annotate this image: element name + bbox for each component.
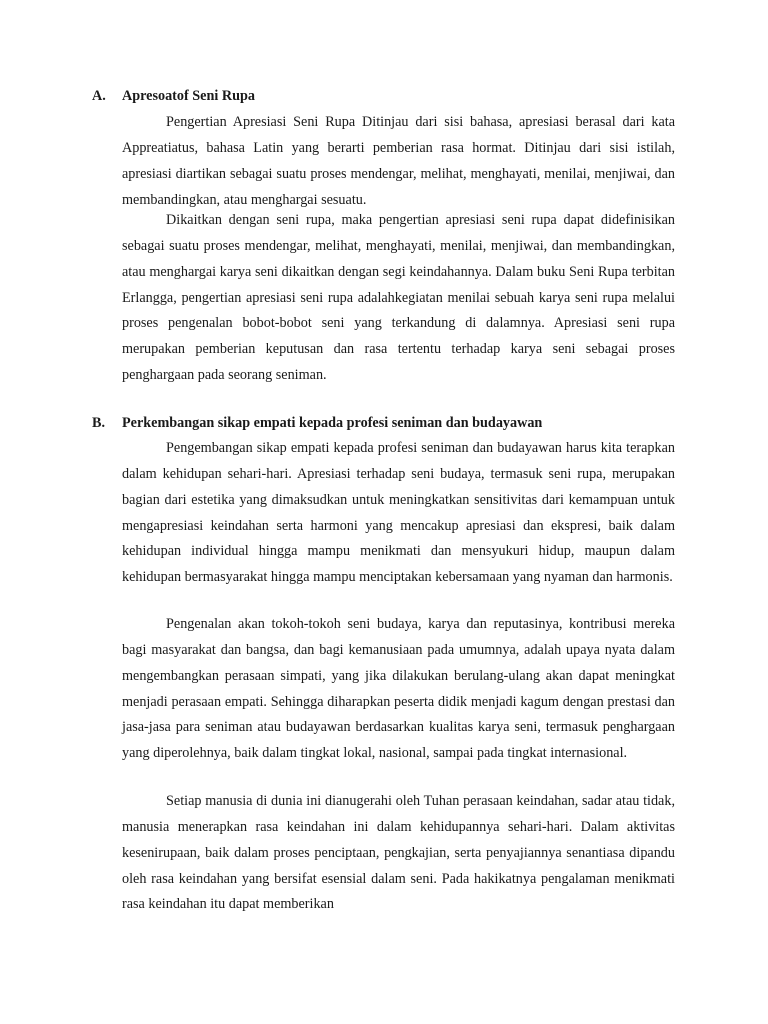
section-b-paragraph-1: Pengembangan sikap empati kepada profesi seniman dan budayawan harus kita terapkan dalam kehidupan sehari-hari. Apresiasi terhadap seni budaya, termasuk seni rupa, merupakan bagian dari estetika yang dimaksudkan untuk meningkatkan sensitivitas dari kemampuan untuk mengapresiasi keindahan serta harmoni yang mencakup apresiasi dan ekspresi, baik dalam kehidupan individual hingga mampu menikmati dan mensyukuri hidup, maupun dalam kehidupan bermasyarakat hingga mampu menciptakan kebersamaan yang nyaman dan harmonis. (122, 440, 675, 586)
section-a-letter: A. (92, 88, 106, 104)
section-a-title: Apresoatof Seni Rupa (122, 88, 255, 104)
section-a-paragraph-2: Dikaitkan dengan seni rupa, maka pengertian apresiasi seni rupa dapat didefinisikan sebagai suatu proses mendengar, melihat, menghayati, menilai, menjiwai, dan membandingkan, atau menghargai karya seni dikaitkan dengan segi keindahannya. Dalam buku Seni Rupa terbitan Erlangga, pengertian apresiasi seni rupa adalahkegiatan menilai sebuah karya seni rupa melalui proses pengenalan bobot-bobot seni yang terkandung di dalamnya. Apresiasi seni rupa merupakan pemberian keputusan dan rasa tertentu terhadap karya seni sebagai proses penghargaan pada seorang seniman. (122, 212, 675, 384)
section-a-paragraph-1: Pengertian Apresiasi Seni Rupa Ditinjau dari sisi bahasa, apresiasi berasal dari kata Appreatiatus, bahasa Latin yang berarti pemberian rasa hormat. Ditinjau dari sisi istilah, apresiasi diartikan sebagai suatu proses mendengar, melihat, menghayati, menilai, menjiwai, dan membandingkan, atau menghargai sesuatu. (122, 114, 675, 208)
section-b-paragraph-3: Setiap manusia di dunia ini dianugerahi oleh Tuhan perasaan keindahan, sadar atau tidak, manusia menerapkan rasa keindahan ini dalam kehidupannya sehari-hari. Dalam aktivitas kesenirupaan, baik dalam proses penciptaan, pengkajian, serta penyajiannya senantiasa dipandu oleh rasa keindahan yang bersifat esensial dalam seni. Pada hakikatnya pengalaman menikmati rasa keindahan itu dapat memberikan (122, 793, 675, 913)
section-b-title: Perkembangan sikap empati kepada profesi seniman dan budayawan (122, 415, 543, 431)
section-b-paragraph-2: Pengenalan akan tokoh-tokoh seni budaya, karya dan reputasinya, kontribusi mereka bagi masyarakat dan bangsa, dan bagi kemanusiaan pada umumnya, adalah upaya nyata dalam mengembangkan perasaan simpati, yang jika dilakukan berulang-ulang akan dapat meningkat menjadi perasaan empati. Sehingga diharapkan peserta didik menjadi kagum dengan prestasi dan jasa-jasa para seniman atau budayawan berdasarkan kualitas karya seni, termasuk penghargaan yang diperolehnya, baik dalam tingkat lokal, nasional, sampai pada tingkat internasional. (122, 616, 675, 762)
section-b-letter: B. (92, 415, 106, 431)
